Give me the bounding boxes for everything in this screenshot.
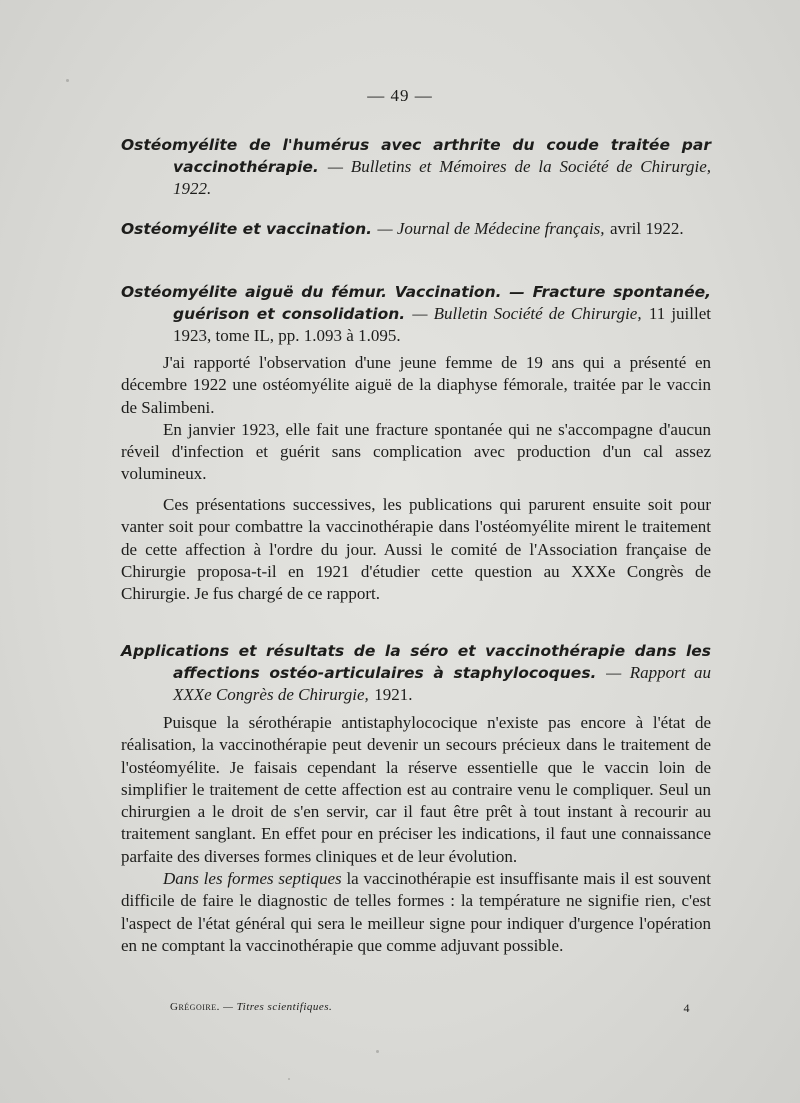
- entry-4-date: 1921.: [374, 685, 413, 704]
- entry-1-title: Ostéomyélite de l'humérus avec arthrite du coude traitée par vaccinothérapie.: [121, 136, 711, 176]
- entry-3-heading: [121, 281, 711, 347]
- entry-4-heading: [121, 640, 711, 706]
- entry-2-date: avril 1922.: [609, 219, 684, 238]
- entry-4-paragraph-2-text: la vaccinothérapie est insuffisante mais il est souvent difficile de faire le diagnostic de telles formes : la température ne signifie rien, c'est l'aspect de l'état général qui sera le meilleur signe pour indiquer d'urgence l'opération en ne comptant la vaccinothérapie que comme adjuvant possible.: [121, 869, 711, 955]
- entry-1-source: — Bulletins et Mémoires de la Société de Chirurgie, 1922.: [173, 157, 711, 198]
- entry-2-source: — Journal de Médecine français,: [377, 219, 605, 238]
- entry-4-italic-lead: Dans les formes septiques: [163, 869, 342, 889]
- entry-4-source-congress: XXXe Congrès de Chirurgie,: [173, 685, 369, 704]
- entry-3-body-continued: [121, 494, 711, 605]
- entry-4-title: Applications et résultats de la séro et vaccinothérapie dans les affections ostéo-articulaires à staphylocoques.: [121, 642, 711, 682]
- entry-3-paragraph-3: Ces présentations successives, les publications qui parurent ensuite soit pour vanter soit pour combattre la vaccinothérapie dans l'ostéomyélite mirent le traitement de cette affection à l'ordre du jour. Aussi le comité de l'Association française de Chirurgie proposa-t-il en 1921 d'étudier cette question au XXXe Congrès de Chirurgie. Je fus chargé de ce rapport.: [121, 495, 711, 604]
- paper-speck: [288, 1078, 290, 1080]
- entry-4-body: [121, 712, 711, 957]
- bibliography-entry-4: [121, 640, 711, 706]
- bibliography-entry-1: [121, 134, 711, 200]
- entry-4-paragraph-2: [121, 868, 711, 957]
- entry-3-paragraph-1: J'ai rapporté l'observation d'une jeune femme de 19 ans qui a présenté en décembre 1922 une ostéomyélite aiguë de la diaphyse fémorale, traitée par le vaccin de Salimbeni.: [121, 353, 711, 417]
- page-number: — 49 —: [367, 86, 433, 105]
- bibliography-entry-3: [121, 281, 711, 347]
- entry-3-title: Ostéomyélite aiguë du fémur. Vaccination. — Fracture spontanée, guérison et consolidation.: [121, 283, 711, 323]
- entry-4-source: — Rapport au: [606, 663, 711, 682]
- entry-1-heading: [121, 134, 711, 200]
- entry-2-heading: [121, 218, 711, 240]
- paper-speck: [376, 1050, 379, 1053]
- entry-3-date: 11 juillet 1923, tome IL, pp. 1.093 à 1.095.: [173, 304, 711, 345]
- entry-3-paragraph-2: En janvier 1923, elle fait une fracture spontanée qui ne s'accompagne d'aucun réveil d'infection et guérit sans complication avec production d'un cal assez volumineux.: [121, 419, 711, 484]
- entry-3-body: [121, 352, 711, 486]
- entry-2-title: Ostéomyélite et vaccination.: [121, 220, 373, 238]
- page-footer: [170, 1001, 690, 1013]
- entry-4-paragraph-1: Puisque la sérothérapie antistaphylococique n'existe pas encore à l'état de réalisation, la vaccinothérapie peut devenir un secours précieux dans le traitement de l'ostéomyélite. Je faisais cependant la réserve essentielle que le vaccin loin de simplifier le traitement de cette affection est au contraire venu le compliquer. Seul un chirurgien a le droit de s'en servir, car il faut être prêt à tout instant à recourir au traitement sanglant. En effet pour en préciser les indications, il faut une connaissance parfaite des diverses formes cliniques et de leur évolution.: [121, 713, 711, 866]
- bibliography-entry-2: [121, 218, 711, 240]
- entry-3-source: — Bulletin Société de Chirurgie,: [412, 304, 642, 323]
- footer-title: — Titres scientifiques.: [223, 1001, 333, 1013]
- footer-author: Grégoire.: [170, 1001, 220, 1013]
- paper-speck: [66, 79, 69, 82]
- footer-signature-number: 4: [683, 1001, 690, 1015]
